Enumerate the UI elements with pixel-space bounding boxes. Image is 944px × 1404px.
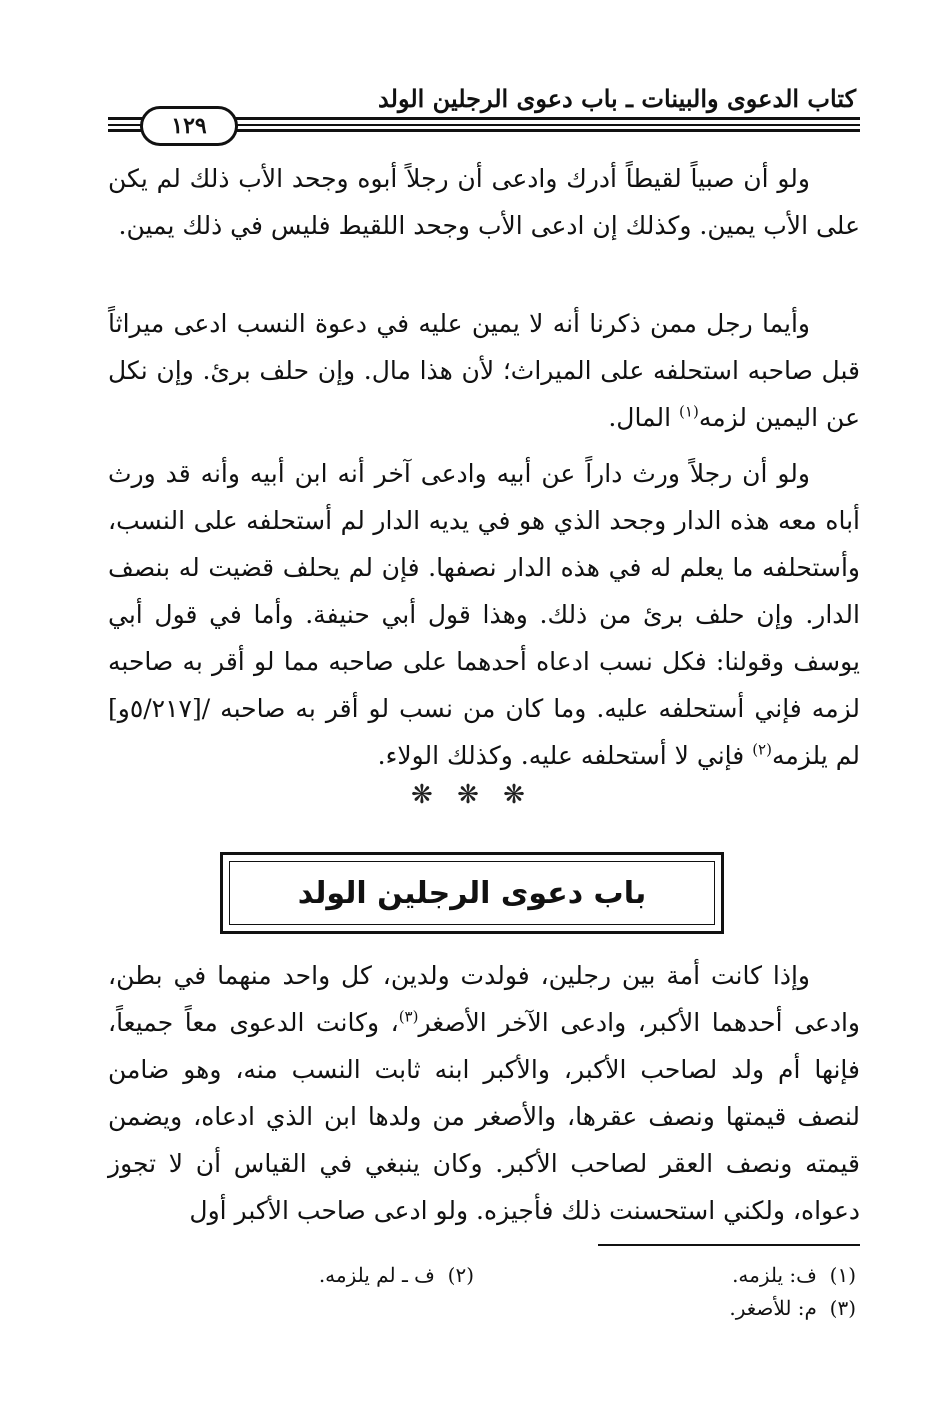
section-divider-ornament: ❋ ❋ ❋ (411, 780, 533, 810)
paragraph-2-text-a: وأيما رجل ممن ذكرنا أنه لا يمين عليه في دعوة النسب ادعى ميراثاً قبل صاحبه استحلفه على الميراث؛ لأن هذا مال. وإن حلف برئ. وإن نكل عن اليمين لزمه (108, 309, 860, 432)
footnote-ref-1: (١) (679, 402, 699, 421)
chapter-title: باب دعوى الرجلين الولد (297, 875, 647, 911)
paragraph-3-text-a: ولو أن رجلاً ورث داراً عن أبيه وادعى آخر أنه ابن أبيه وأنه قد ورث أباه معه هذه الدار وجحد الذي هو في يديه الدار لم أستحلفه على النسب، وأستحلفه ما يعلم له في هذه الدار نصفها. فإن لم يحلف قضيت له بنصف الدار. وإن حلف برئ من ذلك. وهذا قول أبي حنيفة. وأما في قول أبي يوسف وقولنا: فكل نسب ادعاه أحدهما على صاحبه مما لو أقر به صاحبه لزمه فإني أستحلفه عليه. وما كان من نسب لو أقر به صاحبه /[٥/٢١٧و] لم يلزمه (108, 459, 860, 770)
page-number-frame (140, 106, 238, 146)
chapter-title-inner-frame (229, 861, 715, 925)
footnote-2 (319, 1263, 474, 1287)
footnote-2-text: ف ـ لم يلزمه. (318, 1263, 435, 1287)
chapter-paragraph (108, 952, 860, 1234)
paragraph-2 (108, 300, 860, 441)
running-header-title: كتاب الدعوى والبينات ـ باب دعوى الرجلين الولد (378, 84, 856, 113)
footnote-ref-2: (٢) (752, 740, 772, 759)
chapter-paragraph-text-b: ، وكانت الدعوى معاً جميعاً، فإنها أم ولد لصاحب الأكبر، والأكبر ابنه ثابت النسب منه، وهو ضامن لنصف قيمتها ونصف عقرها، والأصغر من ولدها ابن الذي ادعاه، ويضمن قيمته ونصف العقر لصاحب الأكبر. وكان ينبغي في القياس أن لا تجوز دعواه، ولكني استحسنت ذلك فأجيزه. ولو ادعى صاحب الأكبر أول (108, 1008, 860, 1225)
footnote-1-mark: (١) (829, 1263, 856, 1287)
paragraph-1 (108, 155, 860, 249)
paragraph-1-text: ولو أن صبياً لقيطاً أدرك وادعى أن رجلاً أبوه وجحد الأب ذلك لم يكن على الأب يمين. وكذلك إن ادعى الأب وجحد اللقيط فليس في ذلك يمين. (108, 164, 860, 240)
footnote-1 (732, 1263, 856, 1287)
chapter-title-frame (220, 852, 724, 934)
chapter-paragraph-text-a: وإذا كانت أمة بين رجلين، فولدت ولدين، كل واحد منهما في بطن، وادعى أحدهما الأكبر، وادعى الآخر الأصغر (108, 961, 861, 1037)
footnote-ref-3: (٣) (398, 1007, 419, 1026)
paragraph-3 (108, 450, 860, 779)
footnote-3 (729, 1296, 856, 1320)
page-number: ١٢٩ (171, 113, 207, 139)
footnote-separator (598, 1244, 860, 1246)
footnote-3-mark: (٣) (829, 1296, 856, 1320)
paragraph-2-text-b: المال. (608, 403, 680, 432)
footnote-1-text: ف: يلزمه. (732, 1263, 817, 1287)
paragraph-3-text-b: فإني لا أستحلفه عليه. وكذلك الولاء. (377, 741, 753, 770)
footnote-3-text: م: للأصغر. (729, 1296, 817, 1320)
footnote-2-mark: (٢) (447, 1263, 474, 1287)
